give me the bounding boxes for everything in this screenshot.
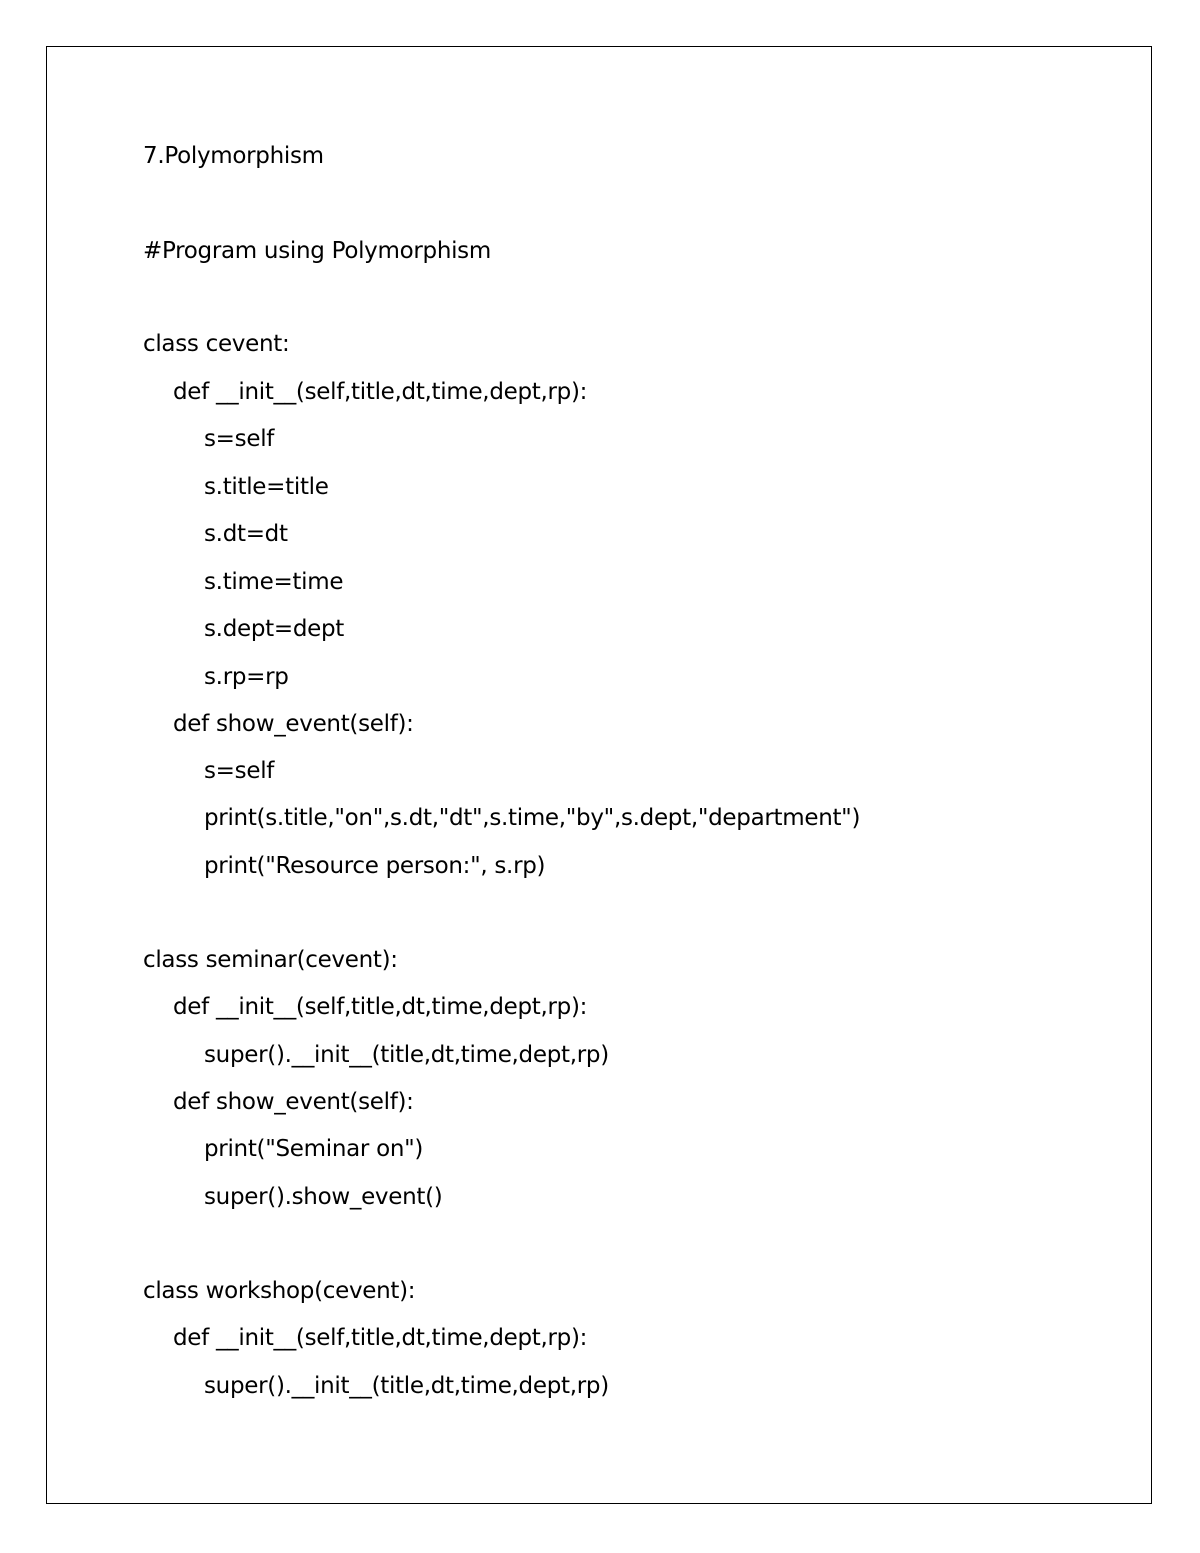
page-frame	[46, 46, 1152, 1504]
code-line: def __init__(self,title,dt,time,dept,rp):	[173, 1325, 588, 1351]
document-title: 7.Polymorphism	[143, 143, 324, 169]
code-line: s.dt=dt	[204, 521, 288, 547]
code-line: super().show_event()	[204, 1184, 443, 1210]
code-line: s.time=time	[204, 569, 344, 595]
code-line: def __init__(self,title,dt,time,dept,rp):	[173, 994, 588, 1020]
code-line: super().__init__(title,dt,time,dept,rp)	[204, 1042, 609, 1068]
code-line: class seminar(cevent):	[143, 947, 398, 973]
code-line: print("Seminar on")	[204, 1136, 424, 1162]
code-line: def show_event(self):	[173, 1089, 414, 1115]
code-comment-line: #Program using Polymorphism	[143, 238, 491, 264]
code-line: s=self	[204, 426, 275, 452]
code-line: class workshop(cevent):	[143, 1278, 416, 1304]
code-line: def show_event(self):	[173, 711, 414, 737]
code-line: s.rp=rp	[204, 664, 289, 690]
code-line: print("Resource person:", s.rp)	[204, 853, 546, 879]
code-line: def __init__(self,title,dt,time,dept,rp):	[173, 379, 588, 405]
code-line: super().__init__(title,dt,time,dept,rp)	[204, 1373, 609, 1399]
code-line: print(s.title,"on",s.dt,"dt",s.time,"by",s.dept,"department")	[204, 805, 861, 831]
code-line: s=self	[204, 758, 275, 784]
code-line: s.dept=dept	[204, 616, 345, 642]
code-line: s.title=title	[204, 474, 329, 500]
code-line: class cevent:	[143, 331, 290, 357]
